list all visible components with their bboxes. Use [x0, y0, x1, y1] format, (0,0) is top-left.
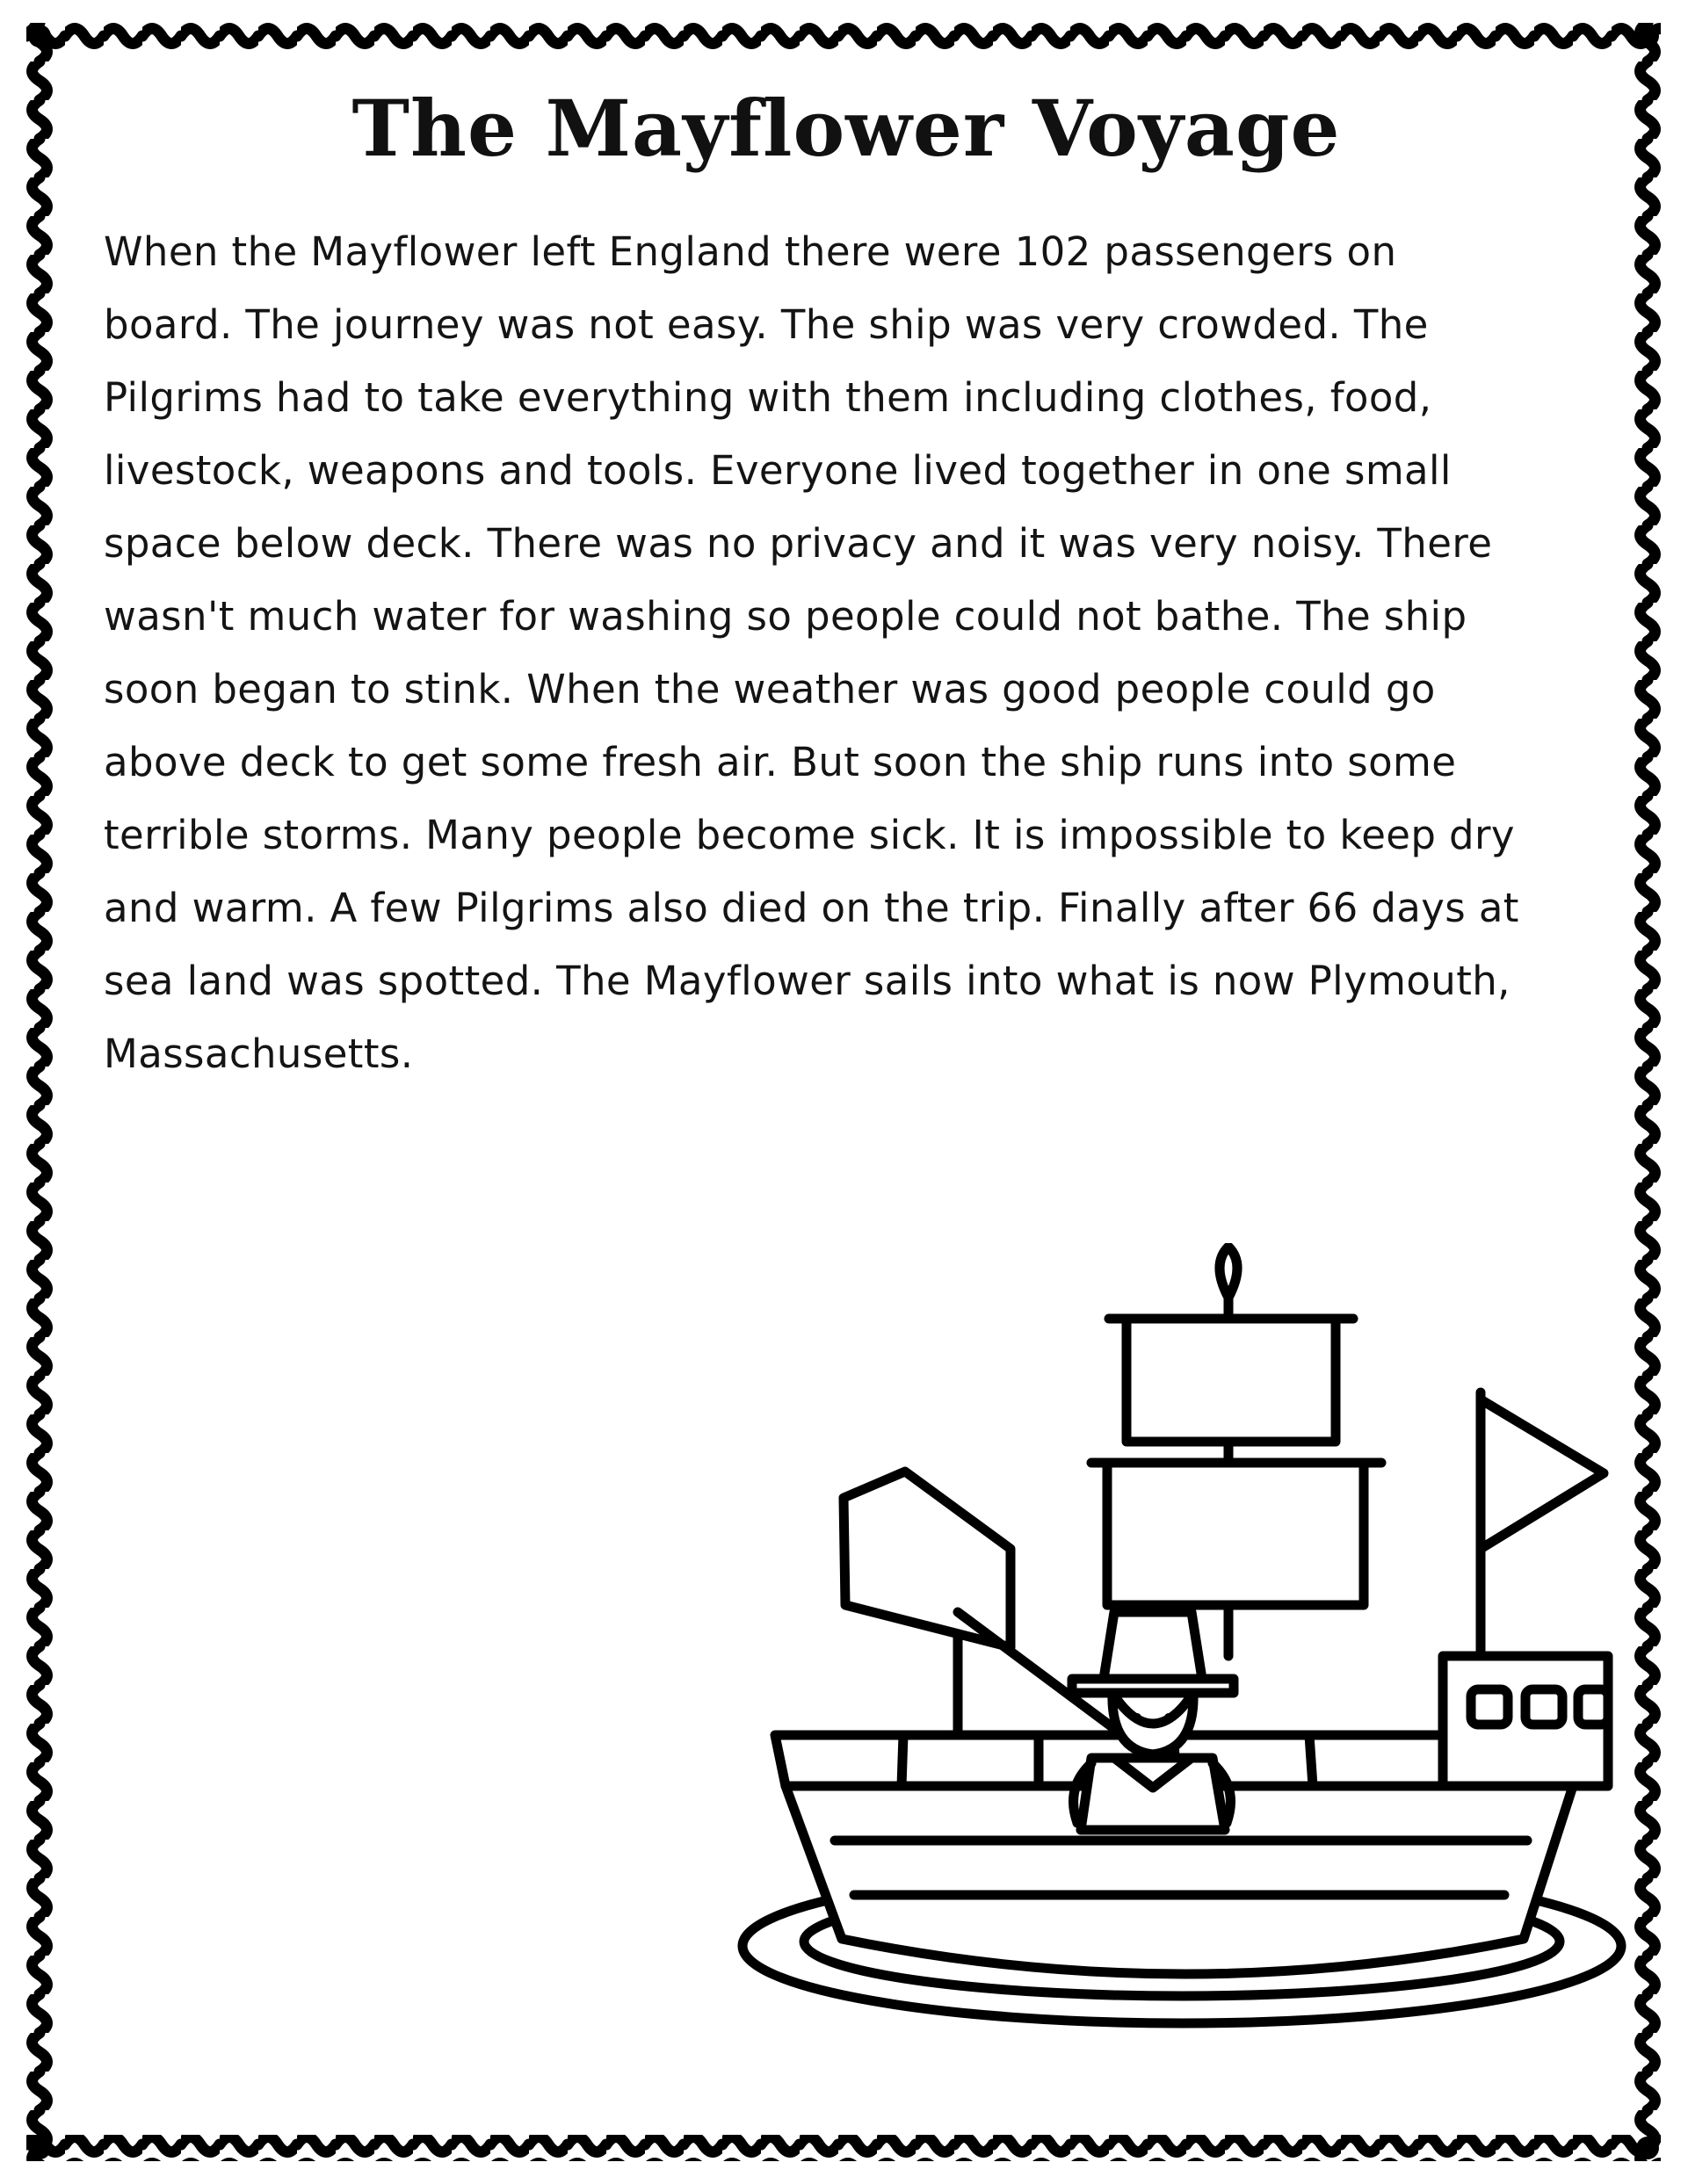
text-wrap-spacer-illustration	[741, 1164, 1532, 1656]
worksheet-content	[104, 84, 1589, 2105]
page-title: The Mayflower Voyage	[351, 83, 1341, 174]
passage-text: When the Mayflower left England there were 102 passengers on board. The journey was not easy. The ship was very crowded. The Pilgrims had to take everything with them including clothes, food, livestock, weapons and tools. Everyone lived together in one small space below deck. There was no privacy and it was very noisy. There wasn't much water for washing so people could not bathe. The ship soon began to stink. When the weather was good people could go above deck to get some fresh air. But soon the ship runs into some terrible storms. Many people become sick. It is impossible to keep dry and warm. A few Pilgrims also died on the trip. Finally after 66 days at sea land was spotted. The Mayflower sails into what is now Plymouth, Massachusetts.	[104, 228, 1519, 1078]
reading-passage	[104, 215, 1532, 1090]
